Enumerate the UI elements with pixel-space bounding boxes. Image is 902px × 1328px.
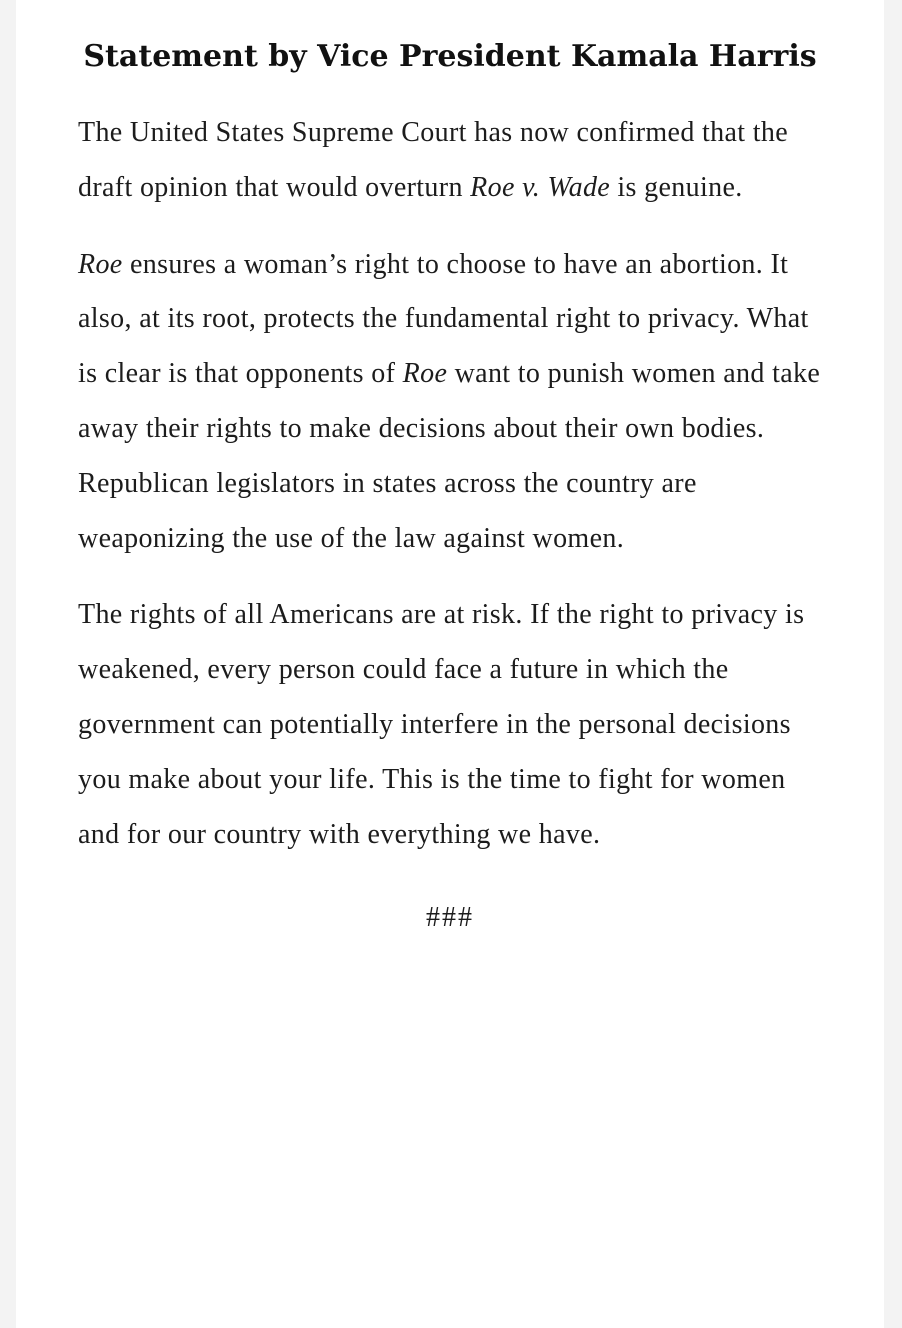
case-name-roe-v-wade: Roe v. Wade [470, 171, 611, 203]
statement-page [16, 0, 884, 1328]
paragraph-1 [78, 106, 822, 216]
paragraph-3: The rights of all Americans are at risk. If the right to privacy is weakened, every person could face a future in which the government can potentially interfere in the personal decisions you make about your life. This is the time to fight for women and for our country with everything we have. [78, 599, 805, 850]
paragraph-2-text-b: want to punish women and take away their rights to make decisions about their own bodies. Republican legislators in states across the country are weaponizing the use of the law against women. [78, 358, 821, 554]
paragraph-1-text-b: is genuine. [610, 171, 743, 203]
paragraph-2 [78, 238, 822, 567]
statement-title: Statement by Vice President Kamala Harris [83, 39, 817, 74]
case-name-roe: Roe [402, 358, 448, 390]
paragraph-1-text-a: The United States Supreme Court has now confirmed that the draft opinion that would overturn [78, 117, 789, 203]
case-name-roe: Roe [78, 248, 123, 280]
statement-content [78, 0, 822, 938]
paragraph-2-text-a: ensures a woman’s right to choose to have an abortion. It also, at its root, protects the fundamental right to privacy. What is clear is that opponents of [78, 248, 809, 390]
end-mark: ### [426, 902, 474, 934]
